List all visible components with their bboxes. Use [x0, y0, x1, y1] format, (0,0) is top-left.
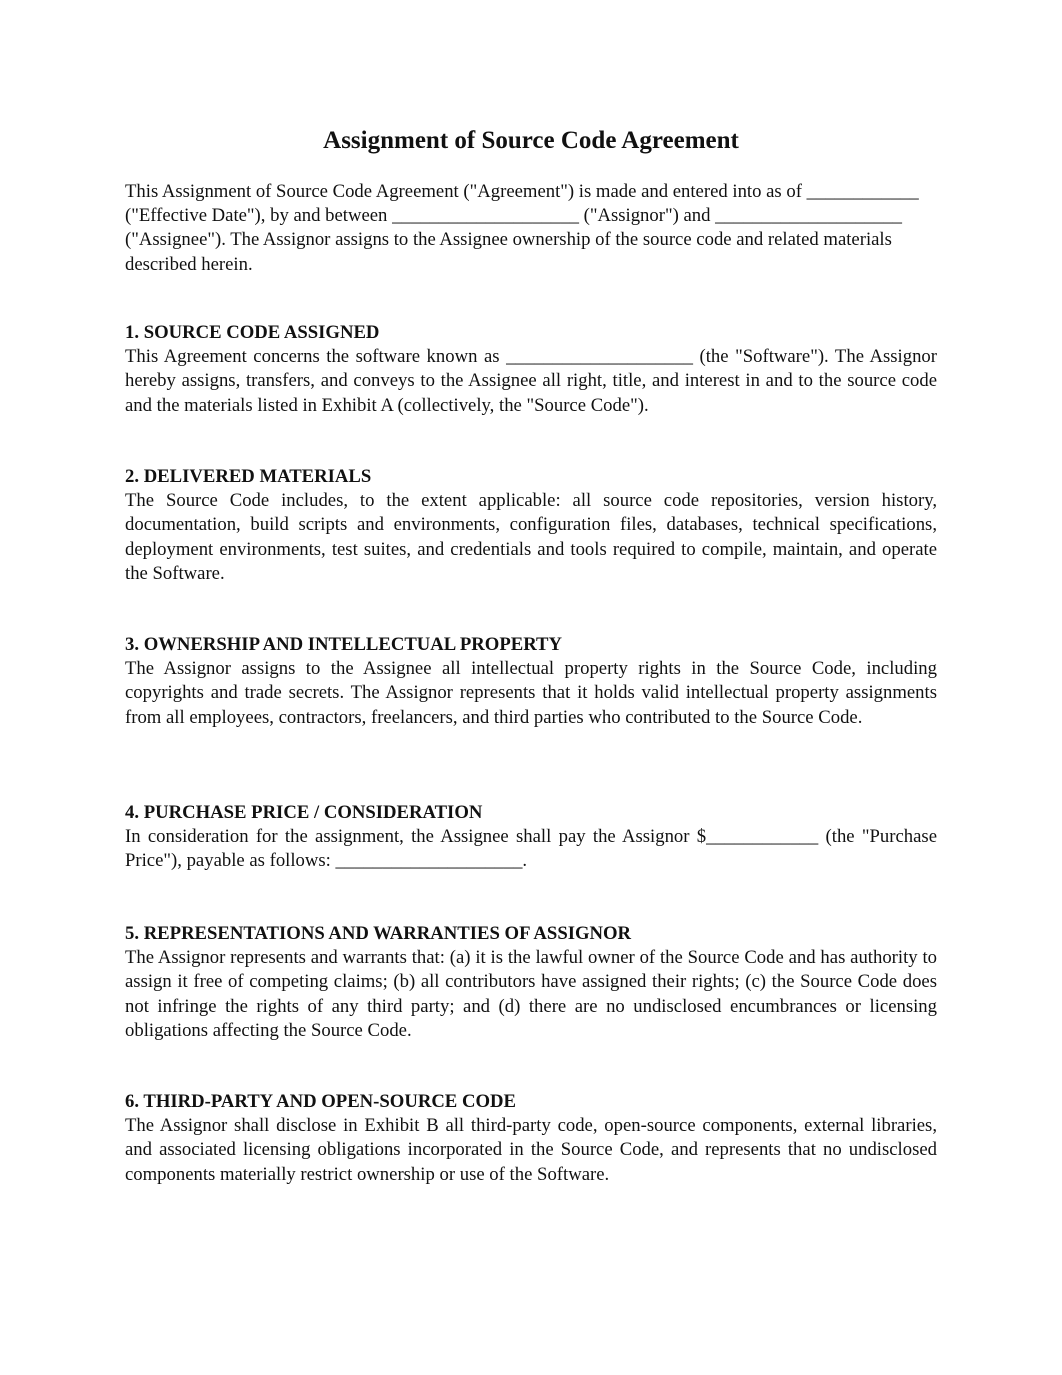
section-source-code-assigned — [125, 321, 937, 418]
section-representations-warranties — [125, 922, 937, 1043]
section-body: The Assignor represents and warrants that: (a) it is the lawful owner of the Source Code and has authority to assign it free of competing claims; (b) all contributors have assigned their rights; (c) the Source Code does not infringe the rights of any third party; and (d) there are no undisclosed encumbrances or licensing obligations affecting the Source Code. — [125, 947, 937, 1041]
section-delivered-materials — [125, 465, 937, 586]
section-body: In consideration for the assignment, the Assignee shall pay the Assignor $____________ (the "Purchase Price"), payable as follows: ____________________. — [125, 826, 937, 872]
section-body: This Agreement concerns the software known as ____________________ (the "Software"). The Assignor hereby assigns, transfers, and conveys to the Assignee all right, title, and interest in and to the source code and the materials listed in Exhibit A (collectively, the "Source Code"). — [125, 346, 937, 416]
section-body: The Assignor assigns to the Assignee all intellectual property rights in the Source Code, including copyrights and trade secrets. The Assignor represents that it holds valid intellectual property assignments from all employees, contractors, freelancers, and third parties who contributed to the Source Code. — [125, 658, 937, 728]
section-ownership-ip — [125, 633, 937, 730]
intro-block — [125, 180, 937, 277]
section-heading: 2. DELIVERED MATERIALS — [125, 466, 372, 487]
section-body: The Assignor shall disclose in Exhibit B all third-party code, open-source components, external libraries, and associated licensing obligations incorporated in the Source Code, and represents that no undisclosed components materially restrict ownership or use of the Software. — [125, 1115, 937, 1185]
intro-paragraph: This Assignment of Source Code Agreement ("Agreement") is made and entered into as of ____________ ("Effective Date"), by and between ____________________ ("Assignor") and ____________________ ("Assignee"). The Assignor assigns to the Assignee ownership of the source code and related materials described herein. — [125, 181, 919, 275]
section-heading: 4. PURCHASE PRICE / CONSIDERATION — [125, 802, 483, 823]
section-heading: 5. REPRESENTATIONS AND WARRANTIES OF ASSIGNOR — [125, 923, 632, 944]
document-title: Assignment of Source Code Agreement — [323, 127, 739, 154]
section-heading: 1. SOURCE CODE ASSIGNED — [125, 322, 380, 343]
section-heading: 3. OWNERSHIP AND INTELLECTUAL PROPERTY — [125, 634, 563, 655]
section-purchase-price — [125, 801, 937, 874]
section-third-party-open-source — [125, 1090, 937, 1187]
section-body: The Source Code includes, to the extent applicable: all source code repositories, version history, documentation, build scripts and environments, configuration files, databases, technical specifications, deployment environments, test suites, and credentials and tools required to compile, maintain, and operate the Software. — [125, 490, 937, 584]
section-heading: 6. THIRD-PARTY AND OPEN-SOURCE CODE — [125, 1091, 516, 1112]
